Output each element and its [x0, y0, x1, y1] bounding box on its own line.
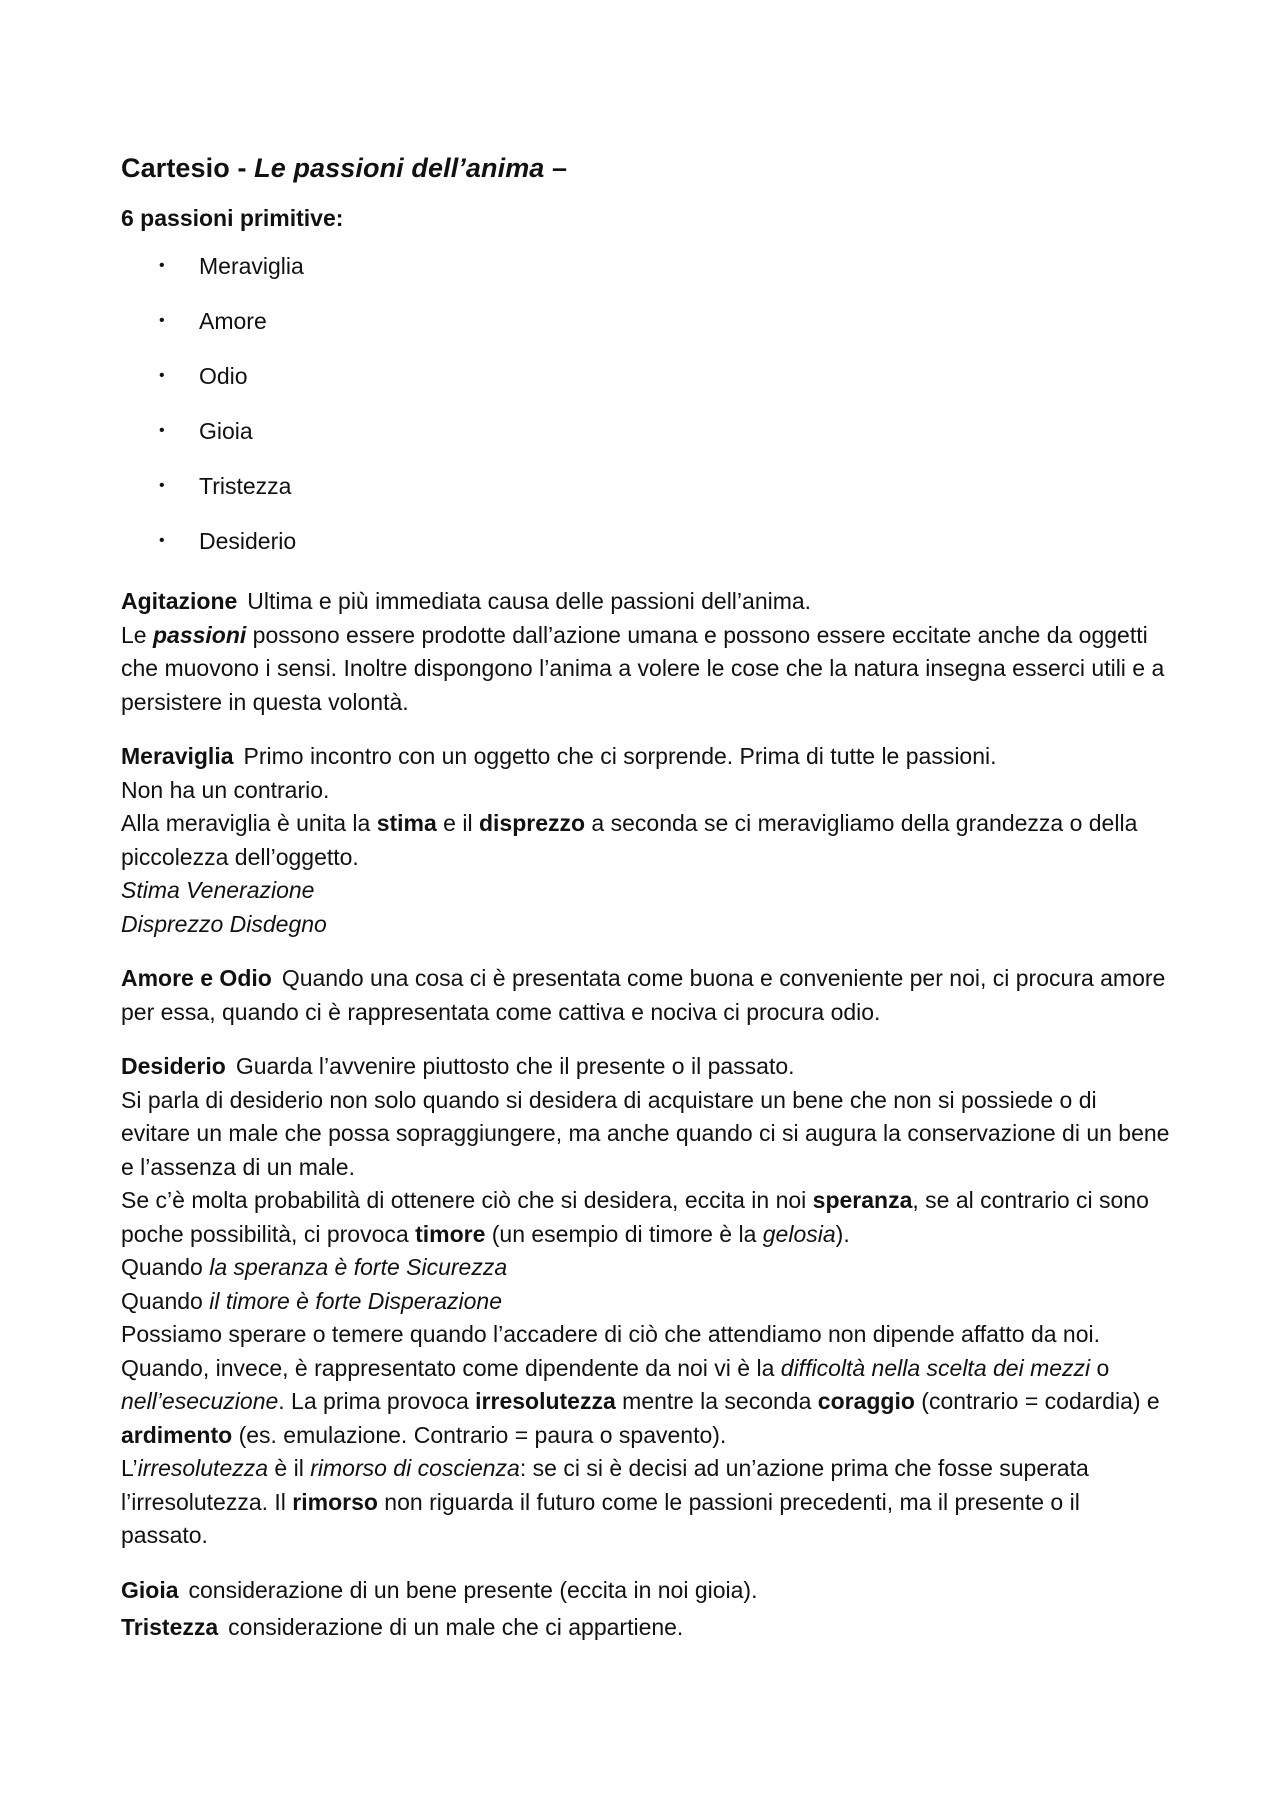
page-title: [121, 148, 1171, 188]
list-item-label: Gioia: [199, 418, 253, 444]
text-run: (contrario = codardia) e: [914, 1388, 1160, 1414]
text-run: Possiamo sperare o temere quando l’accadere di ciò che attendiamo non dipende affatto da noi. Quando, invece, è rappresentato come dipendente da noi vi è la: [121, 1321, 1100, 1381]
paragraph: [121, 962, 1171, 1029]
section-desiderio: [121, 1050, 1171, 1553]
document-body: [121, 148, 1171, 1645]
text-run: e il: [436, 810, 479, 836]
section-amore-odio: [121, 962, 1171, 1029]
section-term: Gioia: [121, 1576, 179, 1603]
list-item: [121, 359, 1171, 414]
paragraph: [121, 1574, 1171, 1608]
list-item-label: Desiderio: [199, 528, 297, 554]
section-meraviglia: [121, 740, 1171, 941]
emphasis: la speranza è forte Sicurezza: [209, 1254, 508, 1280]
title-work: Le passioni dell’anima: [254, 153, 545, 183]
section-gioia-tristezza: [121, 1574, 1171, 1645]
paragraph: [121, 1184, 1171, 1251]
section-term: Tristezza: [121, 1614, 219, 1640]
emphasis: coraggio: [817, 1388, 915, 1414]
bullet-icon: •: [159, 477, 165, 494]
text-run: è il: [268, 1455, 311, 1481]
list-item: [121, 524, 1171, 564]
text-run: L’: [121, 1455, 138, 1481]
paragraph: Non ha un contrario.: [121, 776, 330, 803]
paragraph: [121, 619, 1171, 720]
list-item-label: Odio: [199, 363, 248, 389]
paragraph: [121, 1050, 1171, 1084]
emphasis: rimorso di coscienza: [310, 1455, 520, 1481]
text-run: Se c’è molta probabilità di ottenere ciò che si desidera, eccita in noi: [121, 1187, 813, 1213]
emphasis: Stima Venerazione: [121, 877, 315, 903]
emphasis: Disprezzo Disdegno: [121, 910, 327, 937]
text-run: : se ci si è decisi ad un’azione prima che fosse superata l’irresolutezza. Il: [121, 1455, 1089, 1515]
paragraph: [121, 1318, 1171, 1452]
passions-list: [121, 249, 1171, 564]
emphasis: gelosia: [762, 1220, 836, 1247]
emphasis: rimorso: [292, 1488, 378, 1515]
section-term: Amore e Odio: [121, 965, 272, 991]
text-run: Le: [121, 621, 153, 648]
emphasis: disprezzo: [478, 810, 586, 836]
paragraph: [121, 1251, 1171, 1285]
emphasis: irresolutezza: [475, 1388, 616, 1414]
emphasis: timore: [415, 1220, 486, 1247]
paragraph: [121, 1285, 1171, 1319]
emphasis: difficoltà nella scelta dei mezzi: [780, 1354, 1091, 1381]
paragraph: [121, 585, 1171, 619]
section-definition: Primo incontro con un oggetto che ci sorprende. Prima di tutte le passioni.: [243, 743, 997, 769]
section-definition: considerazione di un bene presente (eccita in noi gioia).: [188, 1576, 758, 1603]
text-run: . La prima provoca: [278, 1388, 476, 1414]
paragraph: Si parla di desiderio non solo quando si desidera di acquistare un bene che non si possiede o di evitare un male che possa sopraggiungere, ma anche quando ci si augura la conservazione di un bene e l’assenza di un male.: [121, 1086, 1170, 1180]
emphasis: ardimento: [121, 1421, 233, 1448]
text-run: possono essere prodotte dall’azione umana e possono essere eccitate anche da oggetti che muovono i sensi. Inoltre dispongono l’anima a volere le cose che la natura insegna esserci utili e a persistere in questa volontà.: [121, 621, 1165, 715]
section-definition: Quando una cosa ci è presentata come buona e conveniente per noi, ci procura amore per essa, quando ci è rappresentata come cattiva e nociva ci procura odio.: [121, 965, 1166, 1025]
emphasis: il timore è forte Disperazione: [209, 1287, 502, 1314]
paragraph: [121, 807, 1171, 874]
bullet-icon: •: [159, 312, 165, 329]
text-run: Quando: [121, 1287, 210, 1314]
emphasis: irresolutezza: [137, 1455, 269, 1481]
list-item-label: Amore: [199, 308, 267, 334]
section-term: Meraviglia: [121, 743, 234, 769]
title-separator: -: [229, 153, 255, 183]
title-dash: –: [544, 153, 568, 183]
text-run: Alla meraviglia è unita la: [121, 810, 377, 836]
section-term: Desiderio: [121, 1053, 226, 1079]
emphasis: nell’esecuzione: [121, 1388, 279, 1414]
text-run: , se al contrario ci sono poche possibilità, ci provoca: [121, 1187, 1149, 1247]
text-run: Quando: [121, 1254, 210, 1280]
list-item: [121, 469, 1171, 524]
bullet-icon: •: [159, 422, 165, 439]
section-definition: considerazione di un male che ci appartiene.: [228, 1614, 684, 1640]
list-item-label: Meraviglia: [199, 253, 304, 279]
title-author: Cartesio: [121, 153, 230, 183]
emphasis: speranza: [812, 1187, 913, 1213]
list-item: [121, 249, 1171, 304]
emphasis: stima: [376, 810, 437, 836]
bullet-icon: •: [159, 257, 165, 274]
text-run: o: [1090, 1354, 1110, 1381]
text-run: (es. emulazione. Contrario = paura o spavento).: [232, 1421, 727, 1448]
list-item: [121, 304, 1171, 359]
section-agitazione: [121, 585, 1171, 719]
bullet-icon: •: [159, 532, 165, 549]
paragraph: [121, 1611, 1171, 1645]
emphasis: passioni: [152, 621, 247, 648]
paragraph: [121, 740, 1171, 774]
section-definition: Ultima e più immediata causa delle passioni dell’anima.: [247, 588, 812, 614]
text-run: a seconda se ci meravigliamo della grandezza o della piccolezza dell’oggetto.: [121, 810, 1138, 870]
text-run: (un esempio di timore è la: [485, 1220, 763, 1247]
bullet-icon: •: [159, 367, 165, 384]
section-definition: Guarda l’avvenire piuttosto che il presente o il passato.: [235, 1053, 795, 1079]
list-item-label: Tristezza: [199, 473, 292, 499]
text-run: non riguarda il futuro come le passioni precedenti, ma il presente o il passato.: [121, 1488, 1080, 1548]
section-term: Agitazione: [121, 588, 238, 614]
text-run: ).: [835, 1220, 850, 1247]
passions-subheading: 6 passioni primitive:: [121, 205, 344, 231]
paragraph: [121, 874, 1171, 908]
text-run: mentre la seconda: [615, 1388, 818, 1414]
list-item: [121, 414, 1171, 469]
paragraph: [121, 908, 1171, 942]
paragraph: [121, 1452, 1171, 1553]
